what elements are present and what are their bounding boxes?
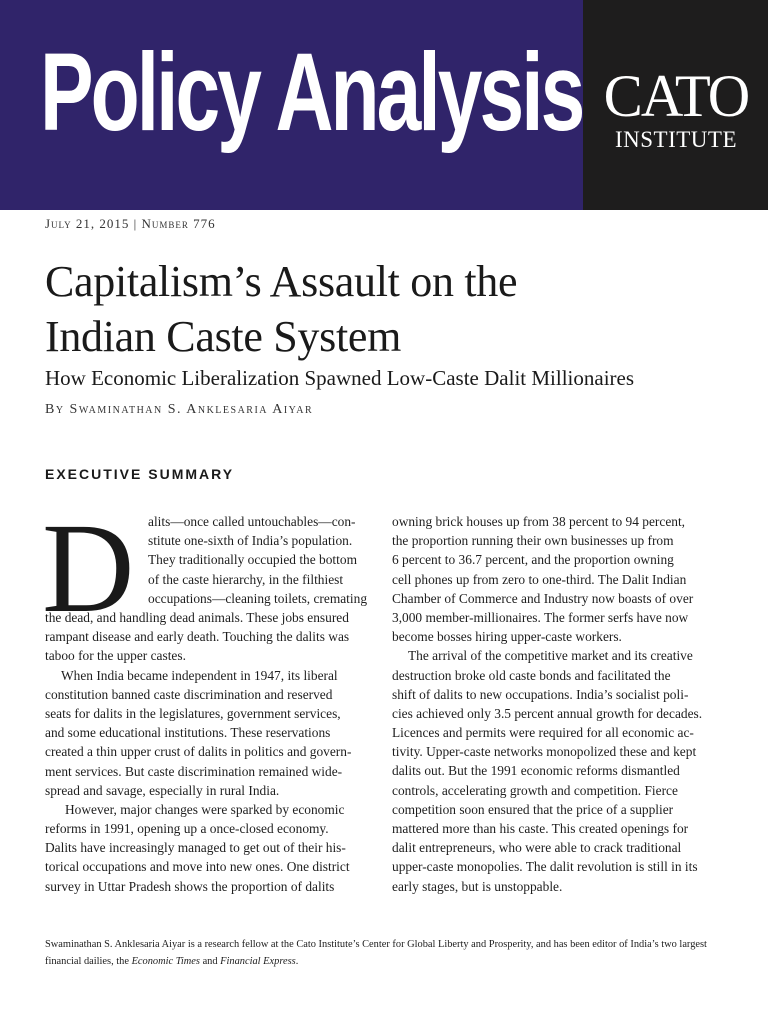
publication-title: Policy Analysis [40, 31, 583, 154]
text-line: taboo for the upper castes. [45, 648, 186, 664]
footnote-text: and [199, 956, 221, 967]
text-line: upper-caste monopolies. The dalit revolution is still in its [392, 859, 698, 875]
text-line: alits—once called untouchables—con- [148, 514, 356, 529]
text-line: seats for dalits in the legislatures, government services, [45, 705, 341, 721]
right-column [392, 512, 727, 896]
cato-logo [583, 0, 768, 210]
article-title-line: Capitalism’s Assault on the [45, 257, 518, 306]
text-line: rampant disease and early death. Touching the dalits was [45, 629, 350, 645]
text-line: Licences and permits were required for all economic ac- [392, 725, 694, 741]
drop-cap-paragraph [42, 497, 375, 646]
text-line: owning brick houses up from 38 percent to 94 percent, [392, 514, 686, 529]
logo-subtitle: INSTITUTE [614, 127, 738, 152]
text-line: ment services. But caste discrimination remained wide- [45, 763, 343, 779]
text-line: torical occupations and move into new ones. One district [45, 859, 350, 875]
text-line: controls, accelerating growth and competition. Fierce [392, 782, 678, 798]
text-line: Chamber of Commerce and Industry now boasts of over [392, 590, 694, 606]
text-line: occupations—cleaning toilets, cremating [148, 590, 368, 606]
footnote-text: . [295, 956, 299, 967]
section-heading: EXECUTIVE SUMMARY [45, 466, 235, 482]
byline: By Swaminathan S. Anklesaria Aiyar [45, 402, 314, 417]
text-line: However, major changes were sparked by economic [65, 801, 345, 817]
footnote-text: Swaminathan S. Anklesaria Aiyar is a research fellow at the Cato Institute’s Center for Global Liberty and Prosperity, and has been editor of India’s two largest financial dailies, the [45, 939, 707, 967]
text-line: When India became independent in 1947, its liberal [61, 667, 338, 683]
logo-wordmark: CATO [603, 63, 749, 129]
text-line: 6 percent to 36.7 percent, and the proportion owning [392, 552, 674, 568]
drop-cap: D [42, 497, 135, 639]
article-title-line: Indian Caste System [45, 312, 402, 361]
text-line: stitute one-sixth of India’s population. [148, 533, 353, 549]
text-line: the dead, and handling dead animals. These jobs ensured [45, 610, 349, 625]
text-line: created a thin upper crust of dalits in politics and govern- [45, 744, 352, 760]
article-title [45, 254, 735, 364]
text-line: of the caste hierarchy, in the filthiest [148, 571, 344, 587]
text-line: shift of dalits to new occupations. India’s socialist poli- [392, 686, 689, 702]
text-line: cell phones up from zero to one-third. The Dalit Indian [392, 571, 687, 587]
text-line: early stages, but is unstoppable. [392, 878, 563, 894]
text-line: destruction broke old caste bonds and facilitated the [392, 667, 671, 683]
text-line: survey in Uttar Pradesh shows the proportion of dalits [45, 878, 335, 894]
footnote-publication: Financial Express [220, 956, 296, 967]
author-footnote [45, 936, 735, 970]
footnote-publication: Economic Times [131, 956, 200, 967]
text-line: the proportion running their own businesses up from [392, 533, 674, 549]
text-line: spread and savage, especially in rural India. [45, 782, 280, 798]
article-subtitle: How Economic Liberalization Spawned Low-Caste Dalit Millionaires [45, 366, 635, 390]
dateline: July 21, 2015 | Number 776 [45, 216, 216, 231]
text-line: constitution banned caste discrimination and reserved [45, 686, 333, 702]
text-line: competition soon ensured that the price of a supplier [392, 801, 674, 817]
text-line: They traditionally occupied the bottom [148, 552, 357, 568]
text-line: cies achieved only 3.5 percent annual growth for decades. [392, 705, 703, 721]
text-line: Dalits have increasingly managed to get out of their his- [45, 840, 346, 856]
text-line: 3,000 member-millionaires. The former serfs have now [392, 609, 689, 625]
text-line: dalits out. But the 1991 economic reforms dismantled [392, 763, 680, 779]
text-line: become bosses hiring upper-caste workers. [392, 629, 622, 645]
text-line: reforms in 1991, opening up a once-closed economy. [45, 821, 329, 837]
text-line: The arrival of the competitive market and its creative [408, 648, 693, 664]
left-column [42, 497, 375, 896]
header-banner [0, 0, 583, 210]
text-line: tivity. Upper-caste networks monopolized these and kept [392, 744, 697, 760]
text-line: mattered more than his caste. This created openings for [392, 821, 689, 836]
text-line: dalit entrepreneurs, who were able to crack traditional [392, 840, 682, 856]
text-line: and some educational institutions. These reservations [45, 725, 331, 741]
